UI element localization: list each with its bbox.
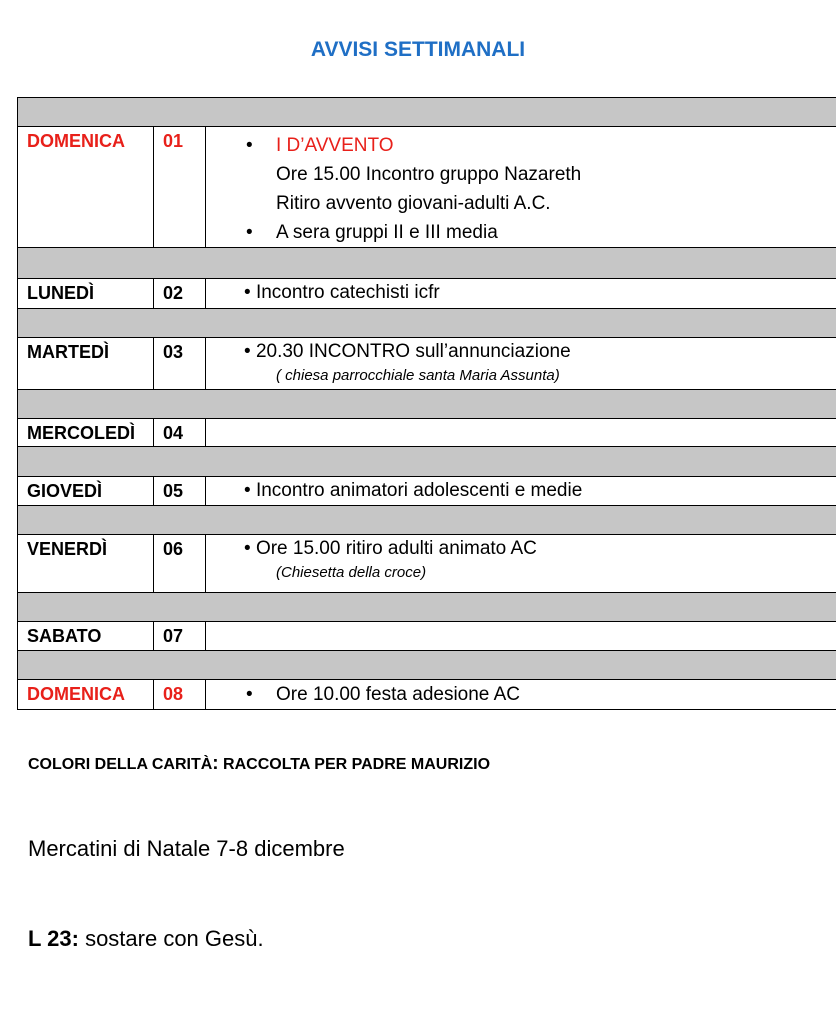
day-name: GIOVEDÌ: [18, 477, 154, 506]
day-notes: [206, 477, 836, 506]
day-number: 02: [154, 279, 206, 309]
day-notes: [206, 279, 836, 309]
separator-row: [18, 447, 836, 477]
table-row: [18, 127, 836, 248]
bullet-icon: •: [244, 341, 251, 362]
day-name: DOMENICA: [18, 127, 154, 248]
weekly-notices-table: [17, 97, 836, 710]
liturgy-label: L 23:: [28, 926, 79, 951]
day-number: 06: [154, 535, 206, 593]
charity-separator: :: [212, 753, 219, 774]
table-row: [18, 535, 836, 593]
note-item: Ritiro avvento giovani-adulti A.C.: [276, 193, 551, 214]
liturgy-text: sostare con Gesù.: [78, 926, 264, 951]
table-row: [18, 477, 836, 506]
charity-text: RACCOLTA PER PADRE MAURIZIO: [218, 756, 491, 773]
bullet-icon: •: [244, 538, 251, 559]
table-row: [18, 680, 836, 710]
bullet-icon: •: [244, 480, 251, 501]
bullet-icon: •: [244, 282, 251, 303]
day-number: 05: [154, 477, 206, 506]
note-subtitle: (Chiesetta della croce): [276, 564, 427, 581]
note-item: I D’AVVENTO: [276, 135, 394, 156]
separator-row: [18, 651, 836, 680]
table-row: [18, 419, 836, 447]
day-notes: [206, 338, 836, 390]
note-item: Ore 15.00 Incontro gruppo Nazareth: [276, 164, 582, 185]
note-subtitle: ( chiesa parrocchiale santa Maria Assunta): [276, 367, 560, 384]
page-title: AVVISI SETTIMANALI: [310, 38, 526, 61]
day-name: VENERDÌ: [18, 535, 154, 593]
table-row: [18, 338, 836, 390]
bullet-icon: •: [246, 222, 253, 243]
day-name: SABATO: [18, 622, 154, 651]
table-row: [18, 622, 836, 651]
separator-row: [18, 593, 836, 622]
separator-row: [18, 309, 836, 338]
day-notes: [206, 680, 836, 710]
note-item: Ore 15.00 ritiro adulti animato AC: [255, 538, 537, 559]
separator-row: [18, 390, 836, 419]
charity-label: COLORI DELLA CARITÀ: [28, 756, 213, 773]
note-item: A sera gruppi II e III media: [276, 222, 498, 243]
day-name: MARTEDÌ: [18, 338, 154, 390]
note-item: Incontro animatori adolescenti e medie: [255, 480, 583, 501]
day-number: 07: [154, 622, 206, 651]
bullet-icon: •: [246, 135, 253, 156]
charity-note: [28, 753, 490, 775]
note-item: Incontro catechisti icfr: [255, 282, 440, 303]
day-notes: [206, 622, 836, 651]
note-item: Ore 10.00 festa adesione AC: [276, 684, 520, 705]
day-number: 04: [154, 419, 206, 447]
day-notes: [206, 535, 836, 593]
day-notes: [206, 419, 836, 447]
table-row: [18, 279, 836, 309]
note-item: 20.30 INCONTRO sull’annunciazione: [255, 341, 571, 362]
liturgy-note: [28, 926, 264, 952]
day-number: 01: [154, 127, 206, 248]
day-notes: [206, 127, 836, 248]
day-name: MERCOLEDÌ: [18, 419, 154, 447]
day-name: LUNEDÌ: [18, 279, 154, 309]
mercatini-note: Mercatini di Natale 7-8 dicembre: [28, 836, 345, 861]
day-number: 03: [154, 338, 206, 390]
day-number: 08: [154, 680, 206, 710]
separator-row: [18, 98, 836, 127]
bullet-icon: •: [246, 684, 253, 705]
separator-row: [18, 506, 836, 535]
day-name: DOMENICA: [18, 680, 154, 710]
separator-row: [18, 248, 836, 279]
